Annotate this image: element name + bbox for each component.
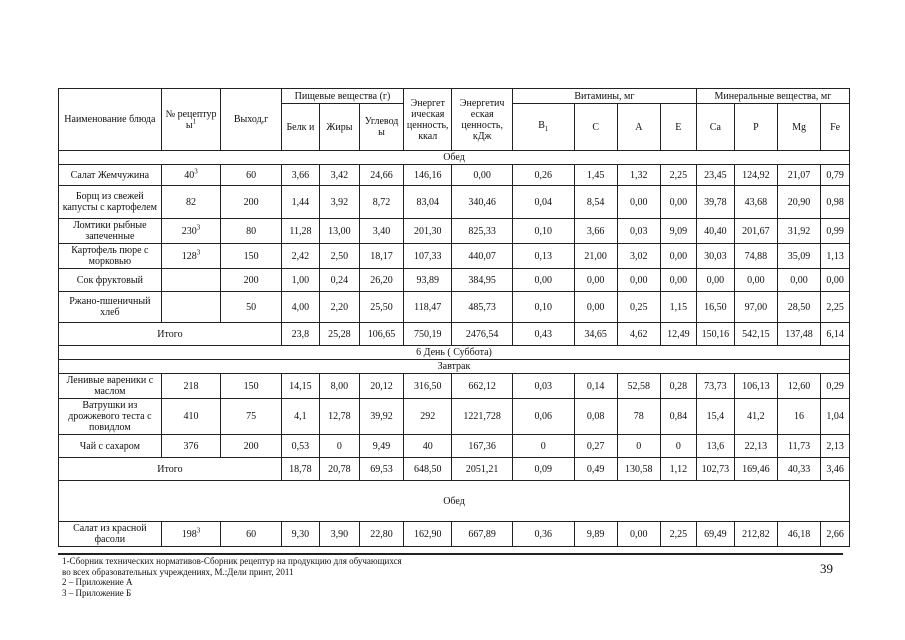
- recipe-number: [161, 244, 221, 269]
- recipe-footnote-ref: 3: [196, 248, 201, 257]
- nutrition-table: [58, 88, 850, 547]
- dish-name: Ватрушки из дрожжевого теста с повидлом: [59, 399, 162, 435]
- value-p: 4,00: [281, 292, 319, 323]
- value-kj: 662,12: [452, 374, 513, 399]
- section-obed: Обед: [59, 151, 850, 165]
- value-mg: 0,00: [777, 269, 820, 292]
- total-mg: 40,33: [777, 458, 820, 481]
- header-yield: Выход,г: [221, 89, 282, 151]
- value-kcal: 162,90: [404, 522, 452, 547]
- value-ca: 39,78: [696, 186, 734, 219]
- value-fe: 0,00: [821, 269, 850, 292]
- value-ve: 2,25: [660, 522, 696, 547]
- table-row: [59, 399, 850, 435]
- value-kcal: 93,89: [404, 269, 452, 292]
- table-row: [59, 374, 850, 399]
- value-fe: 0,79: [821, 165, 850, 186]
- value-mg: 28,50: [777, 292, 820, 323]
- header-energy-kj: Энергетич еская ценность, кДж: [452, 89, 513, 151]
- recipe-number: [161, 399, 221, 435]
- yield: 80: [221, 219, 282, 244]
- total-kj: 2051,21: [452, 458, 513, 481]
- value-f: 0,24: [319, 269, 359, 292]
- value-kcal: 83,04: [404, 186, 452, 219]
- total-label: Итого: [59, 458, 282, 481]
- value-kj: 825,33: [452, 219, 513, 244]
- value-mg: 20,90: [777, 186, 820, 219]
- value-f: 2,20: [319, 292, 359, 323]
- table-row: [59, 292, 850, 323]
- value-f: 3,92: [319, 186, 359, 219]
- value-ve: 9,09: [660, 219, 696, 244]
- value-b1: 0,04: [512, 186, 574, 219]
- footnote-1a: 1-Сборник технических нормативов-Сборник рецептур на продукцию для обучающихся: [62, 556, 402, 566]
- recipe-number-value: 410: [183, 411, 199, 422]
- value-ca: 13,6: [696, 435, 734, 458]
- total-c: 69,53: [359, 458, 403, 481]
- value-c: 9,49: [359, 435, 403, 458]
- value-va: 1,32: [617, 165, 660, 186]
- value-f: 12,78: [319, 399, 359, 435]
- total-label: Итого: [59, 323, 282, 346]
- dish-name: Ленивые вареники с маслом: [59, 374, 162, 399]
- total-f: 20,78: [319, 458, 359, 481]
- value-kcal: 107,33: [404, 244, 452, 269]
- section-zavtrak: Завтрак: [59, 360, 850, 374]
- footnote-2: 2 – Приложение А: [62, 577, 133, 587]
- recipe-number: [161, 186, 221, 219]
- header-fat: Жиры: [319, 104, 359, 151]
- value-vc: 21,00: [574, 244, 617, 269]
- total-f: 25,28: [319, 323, 359, 346]
- yield: 60: [221, 165, 282, 186]
- yield: 50: [221, 292, 282, 323]
- total-p: 23,8: [281, 323, 319, 346]
- dish-name: Салат Жемчужина: [59, 165, 162, 186]
- yield: 200: [221, 186, 282, 219]
- header-protein: Белк и: [281, 104, 319, 151]
- total-ca: 102,73: [696, 458, 734, 481]
- value-kj: 167,36: [452, 435, 513, 458]
- total-ph: 169,46: [734, 458, 777, 481]
- value-f: 0: [319, 435, 359, 458]
- yield: 200: [221, 269, 282, 292]
- recipe-number: [161, 292, 221, 323]
- total-p: 18,78: [281, 458, 319, 481]
- total-b1: 0,43: [512, 323, 574, 346]
- value-p: 4,1: [281, 399, 319, 435]
- value-kj: 340,46: [452, 186, 513, 219]
- header-recipe: № рецептур $ы^1$: [161, 89, 221, 151]
- total-va: 130,58: [617, 458, 660, 481]
- value-c: 20,12: [359, 374, 403, 399]
- value-p: 9,30: [281, 522, 319, 547]
- yield: 75: [221, 399, 282, 435]
- value-kj: 384,95: [452, 269, 513, 292]
- value-b1: 0,00: [512, 269, 574, 292]
- value-f: 2,50: [319, 244, 359, 269]
- total-ve: 12,49: [660, 323, 696, 346]
- total-mg: 137,48: [777, 323, 820, 346]
- value-ve: 0,00: [660, 244, 696, 269]
- value-c: 25,50: [359, 292, 403, 323]
- value-b1: 0,03: [512, 374, 574, 399]
- value-vc: 0,14: [574, 374, 617, 399]
- value-vc: 0,27: [574, 435, 617, 458]
- footnotes: [62, 556, 402, 598]
- value-c: 8,72: [359, 186, 403, 219]
- value-ve: 0,00: [660, 186, 696, 219]
- section-row: [59, 346, 850, 360]
- section-row: [59, 360, 850, 374]
- value-vc: 3,66: [574, 219, 617, 244]
- header-energy-kcal: Энергет ическая ценность, ккал: [404, 89, 452, 151]
- dish-name: Чай с сахаром: [59, 435, 162, 458]
- value-f: 3,90: [319, 522, 359, 547]
- recipe-number: [161, 219, 221, 244]
- value-mg: 21,07: [777, 165, 820, 186]
- total-ve: 1,12: [660, 458, 696, 481]
- table-row: [59, 165, 850, 186]
- yield: 60: [221, 522, 282, 547]
- value-fe: 0,98: [821, 186, 850, 219]
- value-p: 1,00: [281, 269, 319, 292]
- dish-name: Сок фруктовый: [59, 269, 162, 292]
- value-p: 3,66: [281, 165, 319, 186]
- table-row: [59, 522, 850, 547]
- value-kj: 667,89: [452, 522, 513, 547]
- total-kcal: 750,19: [404, 323, 452, 346]
- value-kcal: 316,50: [404, 374, 452, 399]
- recipe-number: [161, 165, 221, 186]
- value-kcal: 40: [404, 435, 452, 458]
- value-ve: 2,25: [660, 165, 696, 186]
- value-c: 18,17: [359, 244, 403, 269]
- value-p: 0,53: [281, 435, 319, 458]
- yield: 200: [221, 435, 282, 458]
- value-ve: 0: [660, 435, 696, 458]
- recipe-number: [161, 374, 221, 399]
- header-e: E: [660, 104, 696, 151]
- value-ph: 74,88: [734, 244, 777, 269]
- value-vc: 0,00: [574, 292, 617, 323]
- value-va: 3,02: [617, 244, 660, 269]
- value-ph: 201,67: [734, 219, 777, 244]
- value-b1: 0,13: [512, 244, 574, 269]
- value-fe: 2,25: [821, 292, 850, 323]
- total-vc: 0,49: [574, 458, 617, 481]
- recipe-number-value: 376: [183, 440, 199, 452]
- total-kj: 2476,54: [452, 323, 513, 346]
- section-day6: 6 День ( Суббота): [59, 346, 850, 360]
- table-row: [59, 244, 850, 269]
- value-fe: 0,99: [821, 219, 850, 244]
- total-row: [59, 323, 850, 346]
- header-ca: Ca: [696, 104, 734, 151]
- value-mg: 12,60: [777, 374, 820, 399]
- header-vitamins: Витамины, мг: [512, 89, 696, 104]
- value-ca: 16,50: [696, 292, 734, 323]
- value-fe: 1,13: [821, 244, 850, 269]
- recipe-number-value: 230: [181, 225, 197, 237]
- value-vc: 9,89: [574, 522, 617, 547]
- section-row: [59, 481, 850, 522]
- recipe-number: [161, 269, 221, 292]
- recipe-number-value: 40: [184, 169, 195, 181]
- value-ve: 0,00: [660, 269, 696, 292]
- value-ph: 43,68: [734, 186, 777, 219]
- value-fe: 1,04: [821, 399, 850, 435]
- dish-name: Ломтики рыбные запеченные: [59, 219, 162, 244]
- table-row: [59, 435, 850, 458]
- header-mg: Mg: [777, 104, 820, 151]
- value-ph: 41,2: [734, 399, 777, 435]
- value-c: 26,20: [359, 269, 403, 292]
- value-kcal: 201,30: [404, 219, 452, 244]
- dish-name: Салат из красной фасоли: [59, 522, 162, 547]
- value-fe: 0,29: [821, 374, 850, 399]
- value-kj: 0,00: [452, 165, 513, 186]
- value-b1: 0,06: [512, 399, 574, 435]
- value-ph: 22,13: [734, 435, 777, 458]
- total-kcal: 648,50: [404, 458, 452, 481]
- value-f: 3,42: [319, 165, 359, 186]
- value-ca: 15,4: [696, 399, 734, 435]
- value-ph: 0,00: [734, 269, 777, 292]
- value-ve: 0,28: [660, 374, 696, 399]
- table-row: [59, 219, 850, 244]
- value-mg: 46,18: [777, 522, 820, 547]
- value-vc: 0,08: [574, 399, 617, 435]
- recipe-number-value: 82: [186, 196, 196, 208]
- value-b1: 0,36: [512, 522, 574, 547]
- recipe-number: [161, 522, 221, 547]
- value-ph: 124,92: [734, 165, 777, 186]
- value-va: 0,00: [617, 269, 660, 292]
- page-number: 39: [820, 561, 833, 576]
- value-fe: 2,66: [821, 522, 850, 547]
- recipe-footnote-ref: 3: [196, 526, 201, 535]
- value-ca: 69,49: [696, 522, 734, 547]
- value-ph: 97,00: [734, 292, 777, 323]
- header-a: A: [617, 104, 660, 151]
- value-p: 14,15: [281, 374, 319, 399]
- value-kcal: 118,47: [404, 292, 452, 323]
- value-ca: 30,03: [696, 244, 734, 269]
- header-fe: Fe: [821, 104, 850, 151]
- value-va: 0,03: [617, 219, 660, 244]
- value-c: 24,66: [359, 165, 403, 186]
- value-p: 11,28: [281, 219, 319, 244]
- value-va: 0: [617, 435, 660, 458]
- value-va: 0,00: [617, 186, 660, 219]
- header-p: P: [734, 104, 777, 151]
- table-row: [59, 186, 850, 219]
- recipe-footnote-ref: 3: [196, 223, 201, 232]
- total-ca: 150,16: [696, 323, 734, 346]
- value-ph: 106,13: [734, 374, 777, 399]
- total-fe: 3,46: [821, 458, 850, 481]
- value-ca: 23,45: [696, 165, 734, 186]
- header-name: Наименование блюда: [59, 89, 162, 151]
- value-ve: 1,15: [660, 292, 696, 323]
- yield: 150: [221, 244, 282, 269]
- value-vc: 8,54: [574, 186, 617, 219]
- value-kj: 1221,728: [452, 399, 513, 435]
- recipe-number-value: 198: [181, 528, 197, 540]
- value-mg: 16: [777, 399, 820, 435]
- header-minerals: Минеральные вещества, мг: [696, 89, 849, 104]
- value-f: 13,00: [319, 219, 359, 244]
- value-mg: 35,09: [777, 244, 820, 269]
- value-b1: 0,10: [512, 292, 574, 323]
- recipe-number-value: 128: [181, 250, 197, 262]
- value-vc: 0,00: [574, 269, 617, 292]
- value-kj: 440,07: [452, 244, 513, 269]
- header-c: C: [574, 104, 617, 151]
- value-c: 3,40: [359, 219, 403, 244]
- dish-name: Картофель пюре с морковью: [59, 244, 162, 269]
- header-nutrients: Пищевые вещества (г): [281, 89, 403, 104]
- value-va: 0,25: [617, 292, 660, 323]
- value-ph: 212,82: [734, 522, 777, 547]
- total-fe: 6,14: [821, 323, 850, 346]
- total-row: [59, 458, 850, 481]
- footnote-divider: [58, 553, 843, 555]
- value-p: 1,44: [281, 186, 319, 219]
- total-c: 106,65: [359, 323, 403, 346]
- recipe-number: [161, 435, 221, 458]
- recipe-footnote-ref: 3: [194, 167, 198, 176]
- value-b1: 0: [512, 435, 574, 458]
- dish-name: Борщ из свежей капусты с картофелем: [59, 186, 162, 219]
- recipe-number-value: 218: [183, 380, 199, 392]
- value-fe: 2,13: [821, 435, 850, 458]
- value-kcal: 146,16: [404, 165, 452, 186]
- value-va: 52,58: [617, 374, 660, 399]
- footnote-3: 3 – Приложение Б: [62, 587, 132, 598]
- table-row: [59, 269, 850, 292]
- value-c: 39,92: [359, 399, 403, 435]
- total-va: 4,62: [617, 323, 660, 346]
- header-b1: $B_1$: [512, 104, 574, 151]
- value-ca: 73,73: [696, 374, 734, 399]
- section-obed-2: Обед: [59, 481, 850, 522]
- value-c: 22,80: [359, 522, 403, 547]
- value-f: 8,00: [319, 374, 359, 399]
- value-ca: 0,00: [696, 269, 734, 292]
- yield: 150: [221, 374, 282, 399]
- value-kcal: 292: [404, 399, 452, 435]
- value-b1: 0,10: [512, 219, 574, 244]
- value-ve: 0,84: [660, 399, 696, 435]
- value-mg: 11,73: [777, 435, 820, 458]
- value-kj: 485,73: [452, 292, 513, 323]
- value-p: 2,42: [281, 244, 319, 269]
- dish-name: Ржано-пшеничный хлеб: [59, 292, 162, 323]
- total-b1: 0,09: [512, 458, 574, 481]
- value-va: 78: [617, 399, 660, 435]
- value-b1: 0,26: [512, 165, 574, 186]
- value-va: 0,00: [617, 522, 660, 547]
- value-vc: 1,45: [574, 165, 617, 186]
- value-ca: 40,40: [696, 219, 734, 244]
- total-ph: 542,15: [734, 323, 777, 346]
- footnote-1b: во всех образовательных учреждениях, М.:Дели принт, 2011: [62, 566, 294, 577]
- section-row: [59, 151, 850, 165]
- total-vc: 34,65: [574, 323, 617, 346]
- header-carbs: Углевод ы: [359, 104, 403, 151]
- value-mg: 31,92: [777, 219, 820, 244]
